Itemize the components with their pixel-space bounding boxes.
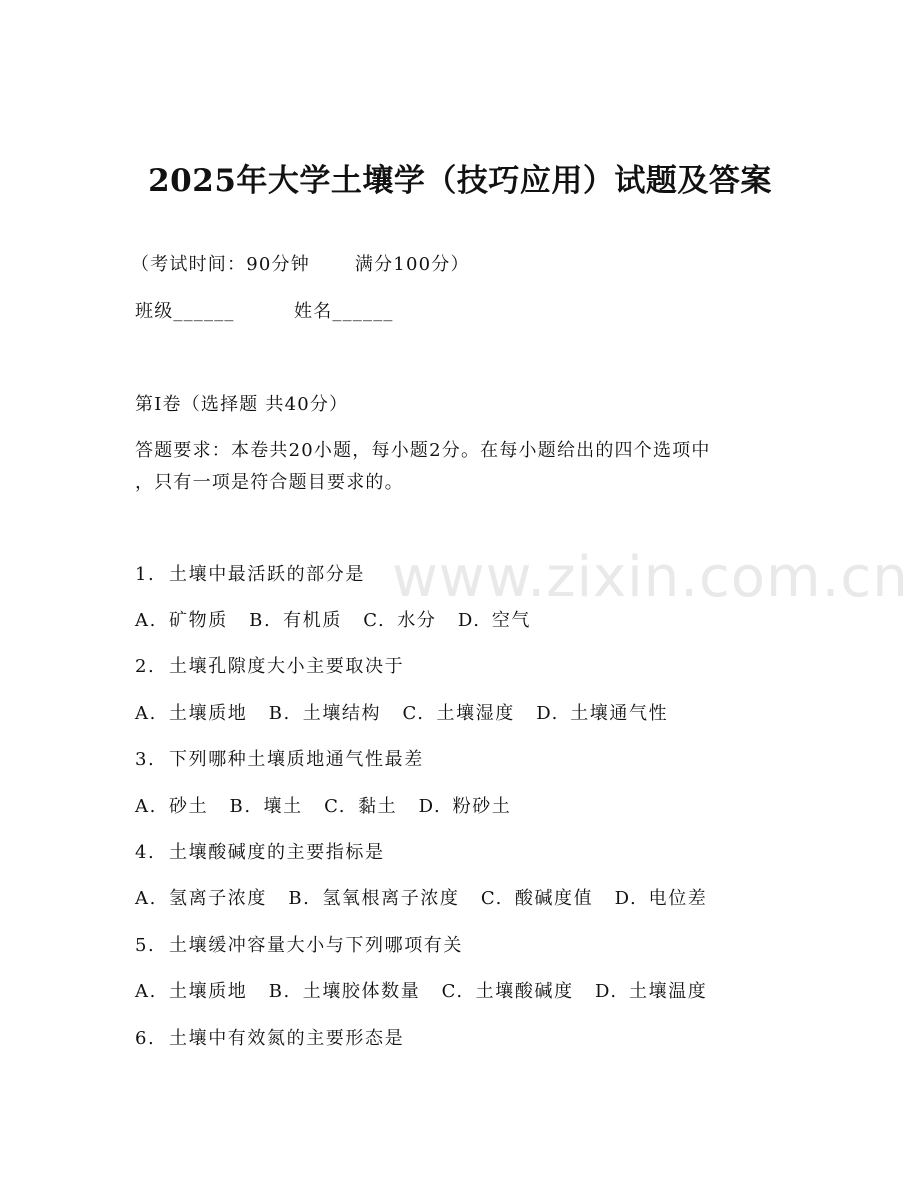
question-number: 2. <box>135 656 156 677</box>
option-c: C. 黏土 <box>324 796 398 817</box>
option-b: B. 氢氧根离子浓度 <box>288 888 460 909</box>
page-title: 2025年大学土壤学（技巧应用）试题及答案 <box>148 163 772 199</box>
option-b: B. 有机质 <box>249 610 342 631</box>
question-1 <box>135 562 365 588</box>
name-field-label: 姓名______ <box>294 301 394 322</box>
section-title: 第I卷（选择题 共40分） <box>135 394 349 415</box>
option-d: D. 土壤通气性 <box>536 703 669 724</box>
option-b: B. 壤土 <box>229 796 303 817</box>
option-a: A. 砂土 <box>135 796 209 817</box>
question-number: 3. <box>135 749 156 770</box>
question-number: 4. <box>135 842 156 863</box>
watermark-text: www.zixin.com.cn <box>392 545 909 610</box>
option-c: C. 土壤湿度 <box>402 703 515 724</box>
question-5-options <box>135 979 721 1005</box>
question-text: 土壤酸碱度的主要指标是 <box>169 842 385 863</box>
question-text: 土壤孔隙度大小主要取决于 <box>169 656 405 677</box>
option-c: C. 水分 <box>363 610 437 631</box>
question-text: 土壤中最活跃的部分是 <box>169 564 365 585</box>
option-d: D. 电位差 <box>614 888 708 909</box>
option-b: B. 土壤胶体数量 <box>268 981 421 1002</box>
question-1-options <box>135 608 545 634</box>
exam-time: （考试时间：90分钟 <box>131 254 310 275</box>
question-4-options <box>135 886 721 912</box>
option-a: A. 矿物质 <box>135 610 228 631</box>
option-d: D. 粉砂土 <box>418 796 512 817</box>
option-b: B. 土壤结构 <box>268 703 382 724</box>
question-4 <box>135 840 385 866</box>
question-2 <box>135 654 404 680</box>
exam-info <box>131 252 470 278</box>
question-number: 5. <box>135 935 156 956</box>
question-6 <box>135 1026 404 1052</box>
question-number: 6. <box>135 1028 156 1049</box>
requirement-line-1: 答题要求：本卷共20小题，每小题2分。在每小题给出的四个选项中 <box>135 440 711 461</box>
option-a: A. 土壤质地 <box>135 981 248 1002</box>
option-c: C. 酸碱度值 <box>480 888 594 909</box>
question-text: 土壤中有效氮的主要形态是 <box>169 1028 405 1049</box>
question-3 <box>135 747 424 773</box>
requirement-line-2: ，只有一项是符合题目要求的。 <box>135 472 404 493</box>
option-c: C. 土壤酸碱度 <box>441 981 574 1002</box>
option-a: A. 氢离子浓度 <box>135 888 267 909</box>
option-d: D. 土壤温度 <box>595 981 708 1002</box>
option-a: A. 土壤质地 <box>135 703 248 724</box>
question-number: 1. <box>135 564 156 585</box>
question-3-options <box>135 794 525 820</box>
full-score: 满分100分） <box>354 254 470 275</box>
question-5 <box>135 933 463 959</box>
question-text: 土壤缓冲容量大小与下列哪项有关 <box>169 935 463 956</box>
option-d: D. 空气 <box>457 610 532 631</box>
question-text: 下列哪种土壤质地通气性最差 <box>169 749 424 770</box>
class-field-label: 班级______ <box>135 301 235 322</box>
question-2-options <box>135 701 682 727</box>
